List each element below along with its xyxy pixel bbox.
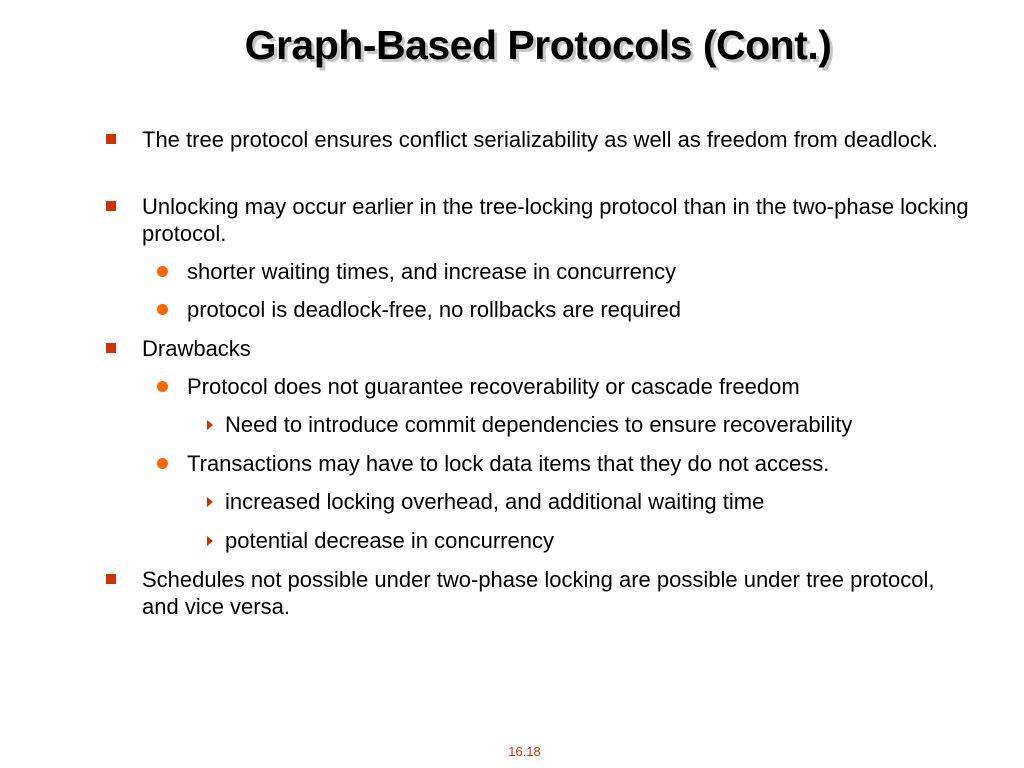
bullet-item-level1	[142, 126, 972, 153]
bullet-text: Need to introduce commit dependencies to ensure recoverability	[225, 412, 853, 437]
slide-title: Graph-Based Protocols (Cont.)	[244, 22, 832, 68]
bullet-item-level3	[225, 527, 554, 554]
square-bullet-icon	[106, 574, 116, 584]
arrow-bullet-icon	[207, 420, 213, 430]
square-bullet-icon	[106, 134, 116, 144]
bullet-text: The tree protocol ensures conflict serializability as well as freedom from deadlock.	[142, 127, 939, 152]
bullet-text: potential decrease in concurrency	[225, 528, 554, 553]
circle-bullet-icon	[157, 266, 168, 277]
page-number: 16.18	[508, 744, 541, 759]
bullet-text: Schedules not possible under two-phase locking are possible under tree protocol, and vice versa.	[142, 567, 935, 619]
bullet-text: shorter waiting times, and increase in concurrency	[187, 259, 677, 284]
bullet-item-level2	[187, 373, 800, 400]
bullet-item-level1	[142, 335, 972, 362]
bullet-text: increased locking overhead, and additional waiting time	[225, 489, 765, 514]
arrow-bullet-icon	[207, 536, 213, 546]
bullet-item-level2	[187, 258, 676, 285]
bullet-item-level2	[187, 296, 681, 323]
bullet-text: protocol is deadlock-free, no rollbacks are required	[187, 297, 682, 322]
bullet-item-level2	[187, 450, 829, 477]
bullet-item-level3	[225, 411, 852, 438]
circle-bullet-icon	[157, 304, 168, 315]
arrow-bullet-icon	[207, 497, 213, 507]
bullet-text: Drawbacks	[142, 336, 251, 361]
square-bullet-icon	[106, 343, 116, 353]
bullet-item-level1	[142, 193, 972, 247]
bullet-text: Unlocking may occur earlier in the tree-locking protocol than in the two-phase locking protocol.	[142, 194, 969, 246]
bullet-item-level3	[225, 488, 764, 515]
bullet-item-level1	[142, 566, 972, 620]
bullet-text: Transactions may have to lock data items that they do not access.	[187, 451, 830, 476]
bullet-text: Protocol does not guarantee recoverability or cascade freedom	[187, 374, 800, 399]
circle-bullet-icon	[157, 381, 168, 392]
square-bullet-icon	[106, 201, 116, 211]
circle-bullet-icon	[157, 458, 168, 469]
